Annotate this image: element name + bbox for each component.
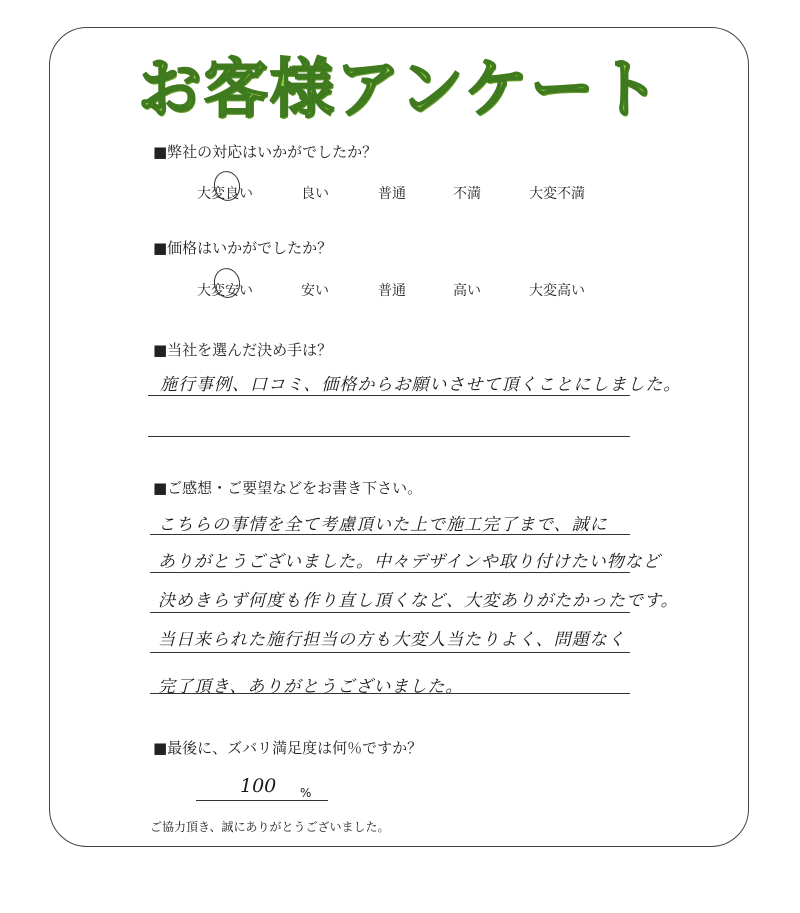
- option-price-5[interactable]: 大変高い: [529, 283, 585, 299]
- survey-title: お客様アンケート: [137, 53, 663, 127]
- answer-line: [150, 534, 630, 535]
- question-service: ■弊社の対応はいかがでしたか？: [153, 143, 378, 161]
- answer-line: [148, 395, 630, 396]
- satisfaction-underline: [196, 800, 328, 801]
- option-service-1[interactable]: 大変良い: [197, 186, 253, 202]
- option-price-3[interactable]: 普通: [378, 283, 406, 299]
- answer-comments-line-3: 決めきらず何度も作り直し頂くなど、大変ありがたかったです。: [158, 591, 679, 611]
- option-service-5[interactable]: 大変不満: [529, 186, 585, 202]
- question-comments: ■ご感想・ご要望などをお書き下さい。: [153, 479, 423, 497]
- answer-line: [150, 612, 630, 613]
- answer-comments-line-2: ありがとうございました。中々デザインや取り付けたい物など: [158, 552, 661, 572]
- answer-reason-line-1: 施行事例、口コミ、価格からお願いさせて頂くことにしました。: [160, 375, 682, 395]
- question-price: ■価格はいかがでしたか？: [153, 239, 333, 257]
- option-service-4[interactable]: 不満: [453, 186, 481, 202]
- answer-line: [150, 572, 630, 573]
- options-price: [0, 280, 800, 300]
- question-reason: ■当社を選んだ決め手は？: [153, 341, 333, 359]
- option-service-2[interactable]: 良い: [301, 186, 329, 202]
- satisfaction-value: 100: [240, 775, 277, 797]
- answer-comments-line-4: 当日来られた施行担当の方も大変人当たりよく、問題なく: [158, 630, 626, 650]
- footer-thanks: ご協力頂き、誠にありがとうございました。: [150, 820, 390, 834]
- answer-comments-line-5: 完了頂き、ありがとうございました。: [158, 677, 464, 697]
- option-price-4[interactable]: 高い: [453, 283, 481, 299]
- question-satisfaction: ■最後に、ズバリ満足度は何％ですか？: [153, 739, 423, 757]
- answer-comments-line-1: こちらの事情を全て考慮頂いた上で施工完了まで、誠に: [158, 515, 608, 535]
- option-price-2[interactable]: 安い: [301, 283, 329, 299]
- answer-line: [150, 652, 630, 653]
- option-price-1[interactable]: 大変安い: [197, 283, 253, 299]
- answer-line: [148, 436, 630, 437]
- options-service: [0, 183, 800, 203]
- percent-sign: %: [300, 786, 312, 800]
- answer-line: [150, 693, 630, 694]
- option-service-3[interactable]: 普通: [378, 186, 406, 202]
